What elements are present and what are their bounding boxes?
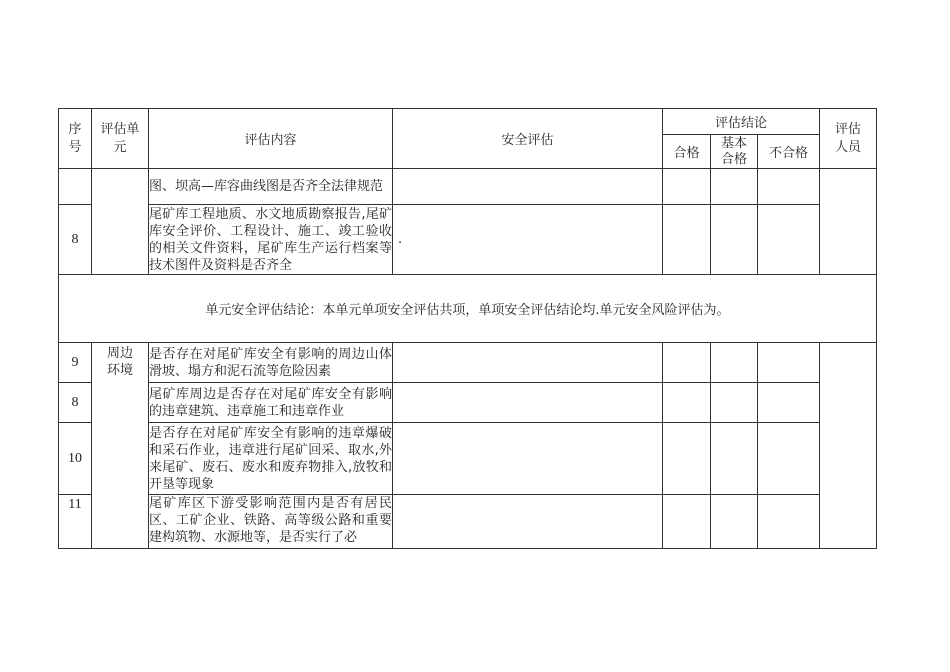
row-content: 图、坝高—库容曲线图是否齐全法律规范	[149, 169, 393, 205]
row-seq	[59, 169, 92, 205]
cell-pass	[663, 169, 711, 205]
header-unit: 评估单元	[92, 109, 149, 169]
row-content: 尾矿库周边是否存在对尾矿库安全有影响的违章建筑、违章施工和违章作业	[149, 383, 393, 423]
row-safety	[393, 383, 663, 423]
row-content: 是否存在对尾矿库安全有影响的违章爆破和采石作业，违章进行尾矿回采、取水,外来尾矿、废石、废水和废弃物排入,放牧和开垦等现象	[149, 423, 393, 495]
row-seq: 10	[59, 423, 92, 495]
cell-fail	[758, 169, 820, 205]
header-conclusion: 评估结论	[663, 109, 820, 135]
cell-fail	[758, 343, 820, 383]
cell-fail	[758, 423, 820, 495]
row-safety: .	[393, 205, 663, 275]
cell-basic-pass	[711, 423, 758, 495]
cell-fail	[758, 495, 820, 549]
row-content: 尾矿库工程地质、水文地质勘察报告,尾矿库安全评价、工程设计、施工、竣工验收的相关文件资料，尾矿库生产运行档案等技术图件及资料是否齐全	[149, 206, 392, 273]
row-seq: 11	[59, 495, 92, 549]
table-row	[59, 423, 877, 495]
table-row	[59, 205, 877, 275]
unit-conclusion: 单元安全评估结论：本单元单项安全评估共项，单项安全评估结论均.单元安全风险评估为。	[59, 275, 877, 343]
cell-basic-pass	[711, 169, 758, 205]
cell-pass	[663, 423, 711, 495]
table-row	[59, 343, 877, 383]
unit-label: 周边环境	[106, 346, 133, 378]
row-safety	[393, 343, 663, 383]
evaluation-table	[58, 108, 877, 549]
cell-assessor	[820, 169, 877, 275]
cell-assessor	[820, 343, 877, 549]
row-seq: 8	[59, 383, 92, 423]
header-content: 评估内容	[149, 109, 393, 169]
header-safety: 安全评估	[393, 109, 663, 169]
header-fail: 不合格	[758, 135, 820, 169]
cell-pass	[663, 495, 711, 549]
row-seq: 8	[59, 205, 92, 275]
header-seq: 序号	[59, 109, 92, 169]
table-row	[59, 383, 877, 423]
header-assessor: 评估人员	[820, 109, 877, 169]
table-row	[59, 169, 877, 205]
row-unit	[92, 169, 149, 275]
unit-conclusion-row	[59, 275, 877, 343]
cell-basic-pass	[711, 495, 758, 549]
row-safety	[393, 169, 663, 205]
row-content: 尾矿库区下游受影响范围内是否有居民区、工矿企业、铁路、高等级公路和重要建构筑物、水源地等，是否实行了必	[149, 495, 393, 549]
header-pass: 合格	[663, 135, 711, 169]
cell-basic-pass	[711, 383, 758, 423]
cell-pass	[663, 205, 711, 275]
row-safety	[393, 495, 663, 549]
cell-pass	[663, 343, 711, 383]
row-content: 是否存在对尾矿库安全有影响的周边山体滑坡、塌方和泥石流等危险因素	[149, 343, 393, 383]
row-seq: 9	[59, 343, 92, 383]
row-safety	[393, 423, 663, 495]
cell-fail	[758, 205, 820, 275]
table-row	[59, 495, 877, 549]
cell-basic-pass	[711, 205, 758, 275]
header-basic-pass: 基本合格	[711, 135, 758, 169]
cell-basic-pass	[711, 343, 758, 383]
cell-pass	[663, 383, 711, 423]
row-unit	[92, 343, 149, 549]
cell-fail	[758, 383, 820, 423]
